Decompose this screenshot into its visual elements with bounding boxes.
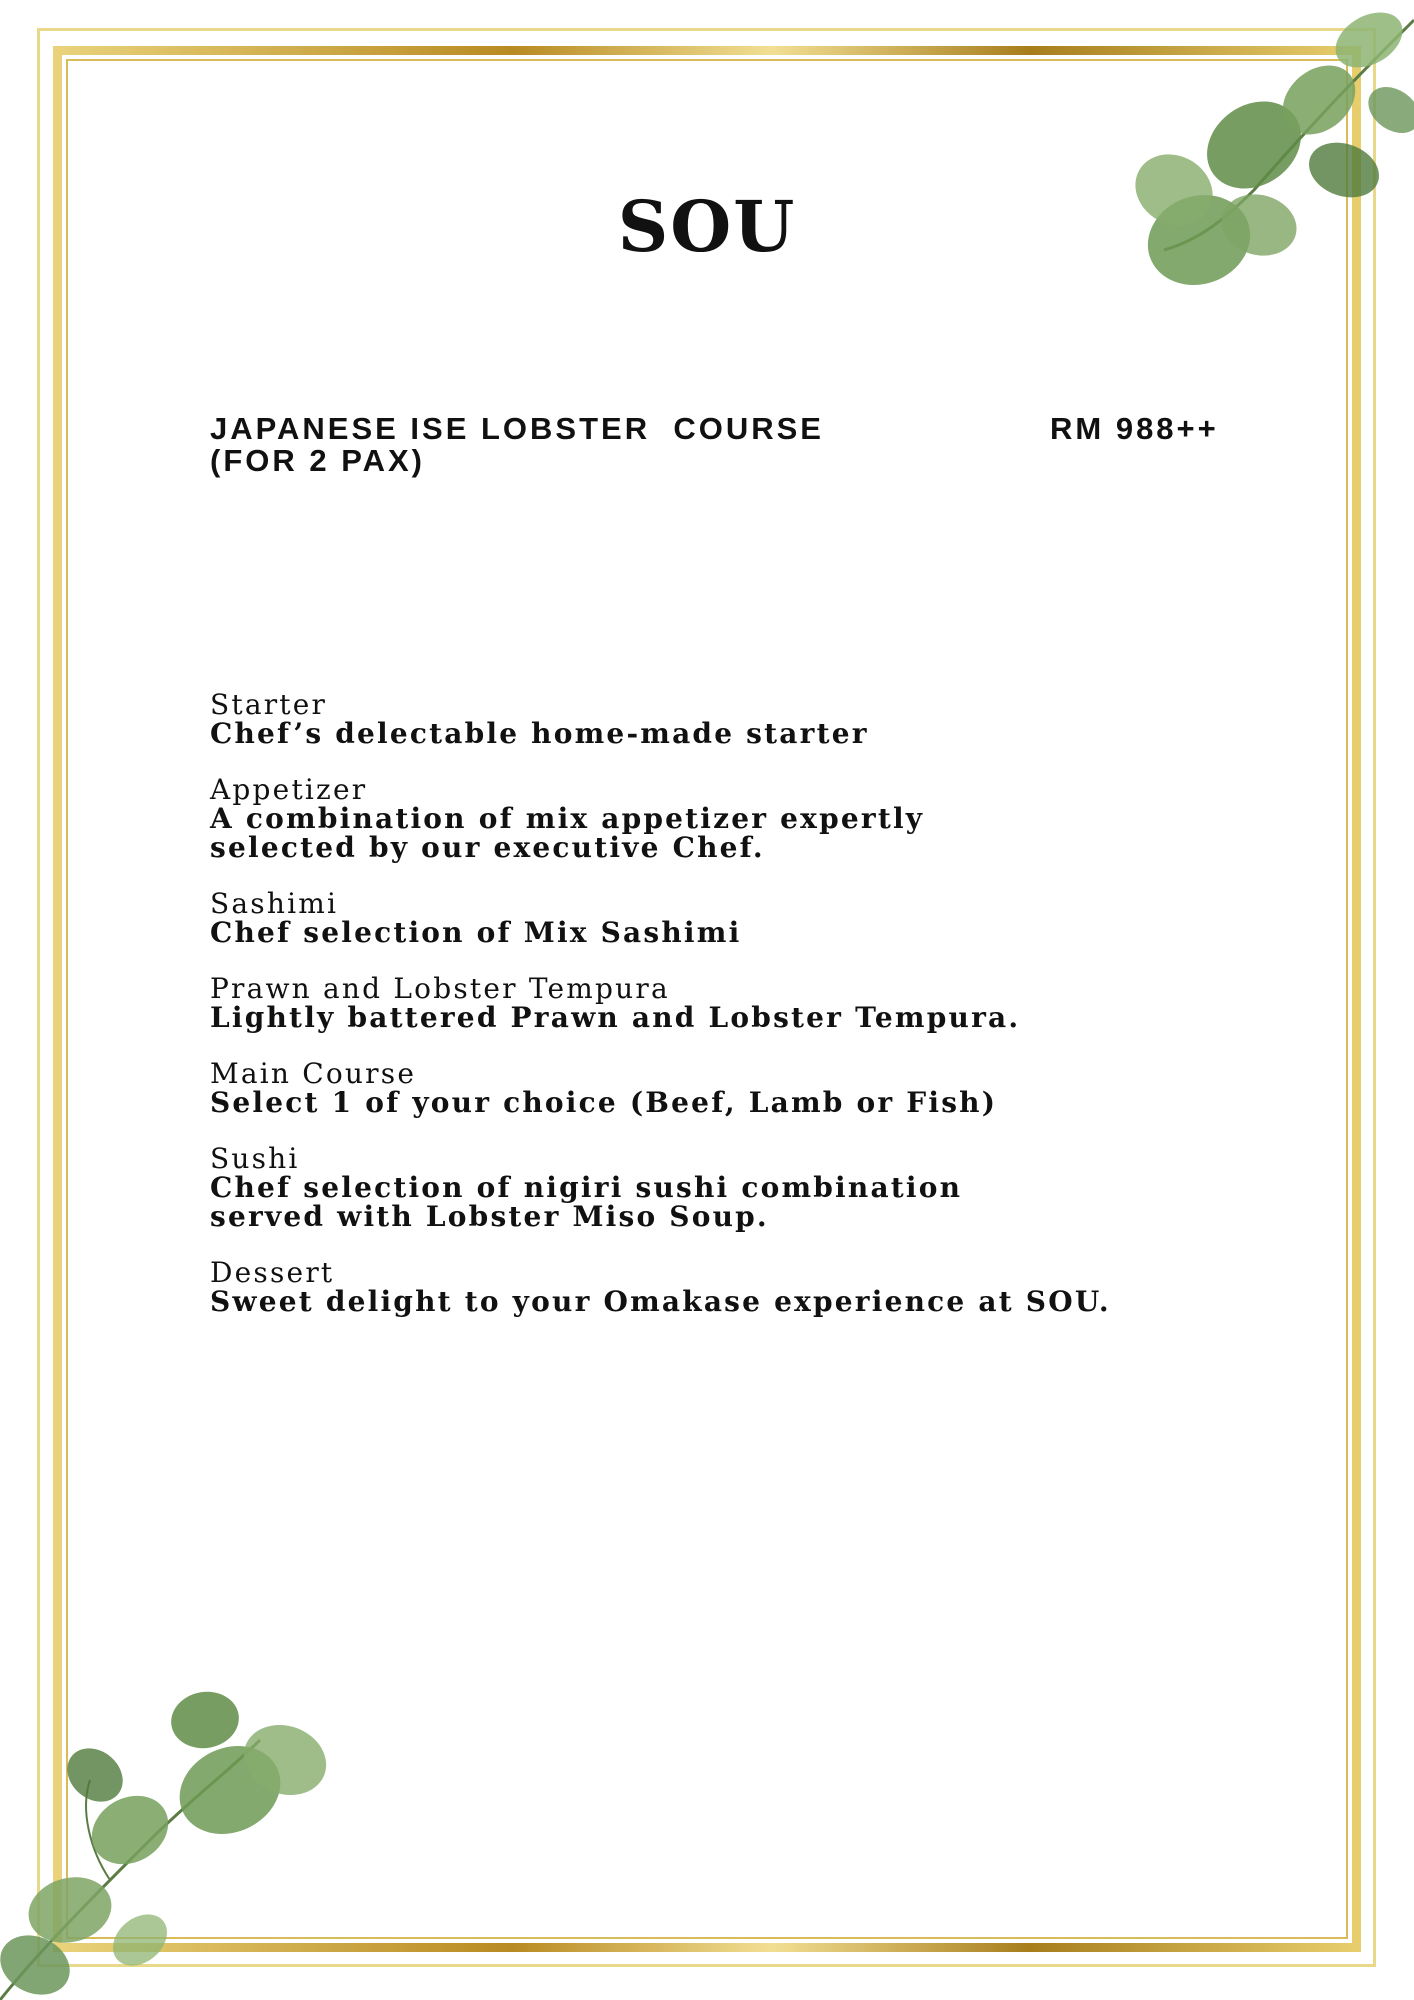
menu-item-main-course	[210, 1059, 1210, 1117]
menu-item-dessert	[210, 1258, 1210, 1316]
menu-item-description: A combination of mix appetizer expertly	[210, 802, 925, 835]
menu-item-description: Lightly battered Prawn and Lobster Tempura.	[210, 1001, 1021, 1034]
course-title-line-1: JAPANESE ISE LOBSTER COURSE	[210, 411, 824, 446]
menu-item-starter	[210, 690, 1210, 748]
menu-item-appetizer	[210, 775, 1210, 862]
menu-item-description: Sweet delight to your Omakase experience at SOU.	[210, 1285, 1111, 1318]
menu-list	[210, 690, 1210, 1343]
course-title	[210, 413, 970, 477]
menu-item-description: selected by our executive Chef.	[210, 831, 765, 864]
menu-item-heading: Starter	[210, 688, 328, 721]
menu-item-sushi	[210, 1144, 1210, 1231]
course-title-line-2: (FOR 2 PAX)	[210, 443, 425, 478]
menu-item-sashimi	[210, 889, 1210, 947]
restaurant-name: SOU	[617, 185, 797, 268]
menu-item-heading: Prawn and Lobster Tempura	[210, 972, 670, 1005]
menu-item-description: served with Lobster Miso Soup.	[210, 1200, 769, 1233]
menu-item-heading: Main Course	[210, 1057, 417, 1090]
course-price: RM 988++	[1050, 411, 1219, 446]
menu-item-heading: Appetizer	[210, 773, 368, 806]
menu-item-description: Chef’s delectable home-made starter	[210, 717, 869, 750]
menu-item-description: Chef selection of nigiri sushi combination	[210, 1171, 963, 1204]
eucalyptus-bottom-left-decoration	[0, 1680, 350, 2000]
menu-item-heading: Sushi	[210, 1142, 300, 1175]
menu-item-tempura	[210, 974, 1210, 1032]
menu-item-heading: Dessert	[210, 1256, 335, 1289]
menu-item-description: Select 1 of your choice (Beef, Lamb or Fish)	[210, 1086, 998, 1119]
menu-item-description: Chef selection of Mix Sashimi	[210, 916, 742, 949]
menu-item-heading: Sashimi	[210, 887, 339, 920]
